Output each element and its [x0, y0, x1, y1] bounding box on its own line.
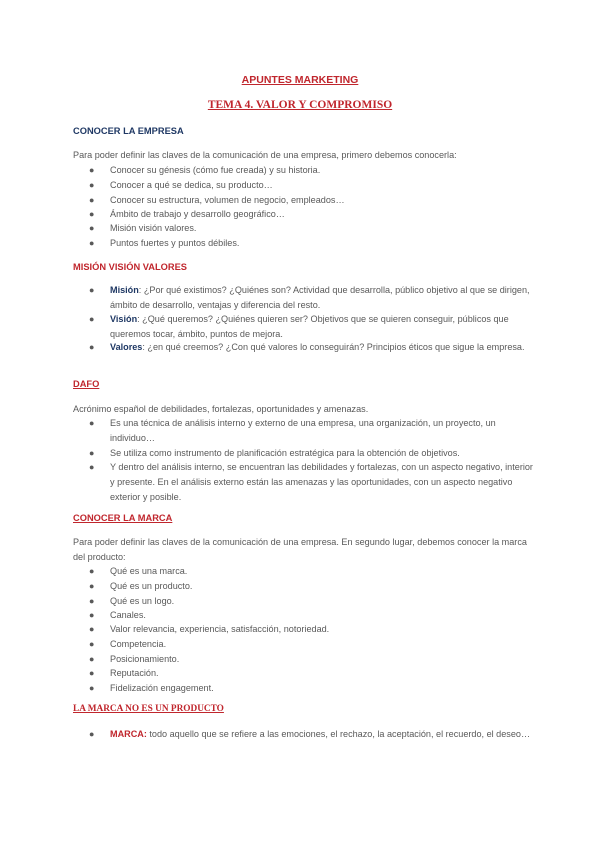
list-item: ● Qué es una marca.	[110, 564, 535, 579]
section-heading-conocer-empresa: CONOCER LA EMPRESA	[73, 126, 184, 136]
list-item: ● Puntos fuertes y puntos débiles.	[110, 236, 535, 251]
list-item: ● Misión: ¿Por qué existimos? ¿Quiénes son? Actividad que desarrolla, público objetivo al que se dirigen, ámbito de desarrollo, ventajas y diferencia del resto.	[89, 285, 530, 310]
list-item: ● Qué es un producto.	[110, 579, 535, 594]
bullet-icon: ●	[89, 624, 95, 634]
list-item: ● Se utiliza como instrumento de planificación estratégica para la obtención de objetivos.	[110, 446, 535, 461]
bullet-icon: ●	[89, 639, 95, 649]
bullet-icon: ●	[89, 683, 95, 693]
bullet-icon: ●	[89, 418, 95, 428]
bullet-icon: ●	[89, 668, 95, 678]
list-item: ● Conocer su estructura, volumen de negocio, empleados…	[110, 193, 535, 208]
list-item: ● Posicionamiento.	[110, 652, 535, 667]
section-heading-mision-vision: MISIÓN VISIÓN VALORES	[73, 262, 187, 272]
paragraph-dafo-intro: Acrónimo español de debilidades, fortalezas, oportunidades y amenazas.	[73, 404, 369, 414]
bullet-icon: ●	[89, 342, 95, 352]
section-heading-conocer-marca: CONOCER LA MARCA	[73, 513, 173, 523]
bullet-icon: ●	[89, 180, 95, 190]
bullet-icon: ●	[89, 610, 95, 620]
list-item-label: Misión	[110, 285, 139, 295]
list-item: ● Conocer su génesis (cómo fue creada) y su historia.	[110, 163, 535, 178]
document-title: APUNTES MARKETING	[241, 74, 359, 86]
list-item: ● Reputación.	[110, 666, 535, 681]
list-item-label: MARCA:	[110, 729, 147, 739]
bullet-icon: ●	[89, 223, 95, 233]
bullet-icon: ●	[89, 314, 95, 324]
list-item: ● Misión visión valores.	[110, 221, 535, 236]
list-item: ● Valor relevancia, experiencia, satisfacción, notoriedad.	[110, 622, 535, 637]
section-heading-marca-no-producto: LA MARCA NO ES UN PRODUCTO	[73, 704, 224, 714]
bullet-icon: ●	[89, 654, 95, 664]
list-item: ● Conocer a qué se dedica, su producto…	[110, 178, 535, 193]
bullet-icon: ●	[89, 581, 95, 591]
bullet-icon: ●	[89, 209, 95, 219]
list-item: ● Es una técnica de análisis interno y externo de una empresa, una organización, un proyecto, un individuo…	[89, 418, 496, 443]
list-item-label: Visión	[110, 314, 138, 324]
bullet-icon: ●	[89, 195, 95, 205]
bullet-icon: ●	[89, 566, 95, 576]
list-item: ● MARCA: todo aquello que se refiere a las emociones, el rechazo, la aceptación, el recuerdo, el deseo…	[110, 727, 535, 742]
bullet-icon: ●	[89, 596, 95, 606]
bullet-icon: ●	[89, 238, 95, 248]
list-item: ● Competencia.	[110, 637, 535, 652]
bullet-icon: ●	[89, 285, 95, 295]
bullet-icon: ●	[89, 165, 95, 175]
list-item: ● Y dentro del análisis interno, se encuentran las debilidades y fortalezas, con un aspecto negativo, interior y presente. En el análisis externo están las amenazas y las oportunidades, con un aspecto negativo exterior y posible.	[89, 462, 533, 502]
list-item: ● Canales.	[110, 608, 535, 623]
paragraph-conocer-marca-intro: Para poder definir las claves de la comunicación de una empresa. En segundo lugar, debemos conocer la marca del producto:	[73, 537, 527, 562]
paragraph-conocer-empresa-intro: Para poder definir las claves de la comunicación de una empresa, primero debemos conocerla:	[73, 150, 457, 160]
list-item: ● Fidelización engagement.	[110, 681, 535, 696]
list-item-label: Valores	[110, 342, 143, 352]
document-subtitle: TEMA 4. VALOR Y COMPROMISO	[207, 99, 393, 111]
list-item: ● Visión: ¿Qué queremos? ¿Quiénes quieren ser? Objetivos que se quieren conseguir, públicos que queremos tocar, ámbito, puntos de mejora.	[89, 314, 509, 339]
list-item: ● Ámbito de trabajo y desarrollo geográfico…	[110, 207, 535, 222]
list-item: ● Valores: ¿en qué creemos? ¿Con qué valores lo conseguirán? Principios éticos que sigue la empresa.	[110, 340, 535, 355]
bullet-icon: ●	[89, 462, 95, 472]
section-heading-dafo: DAFO	[73, 379, 100, 389]
list-item: ● Qué es un logo.	[110, 594, 535, 609]
bullet-icon: ●	[89, 729, 95, 739]
bullet-icon: ●	[89, 448, 95, 458]
